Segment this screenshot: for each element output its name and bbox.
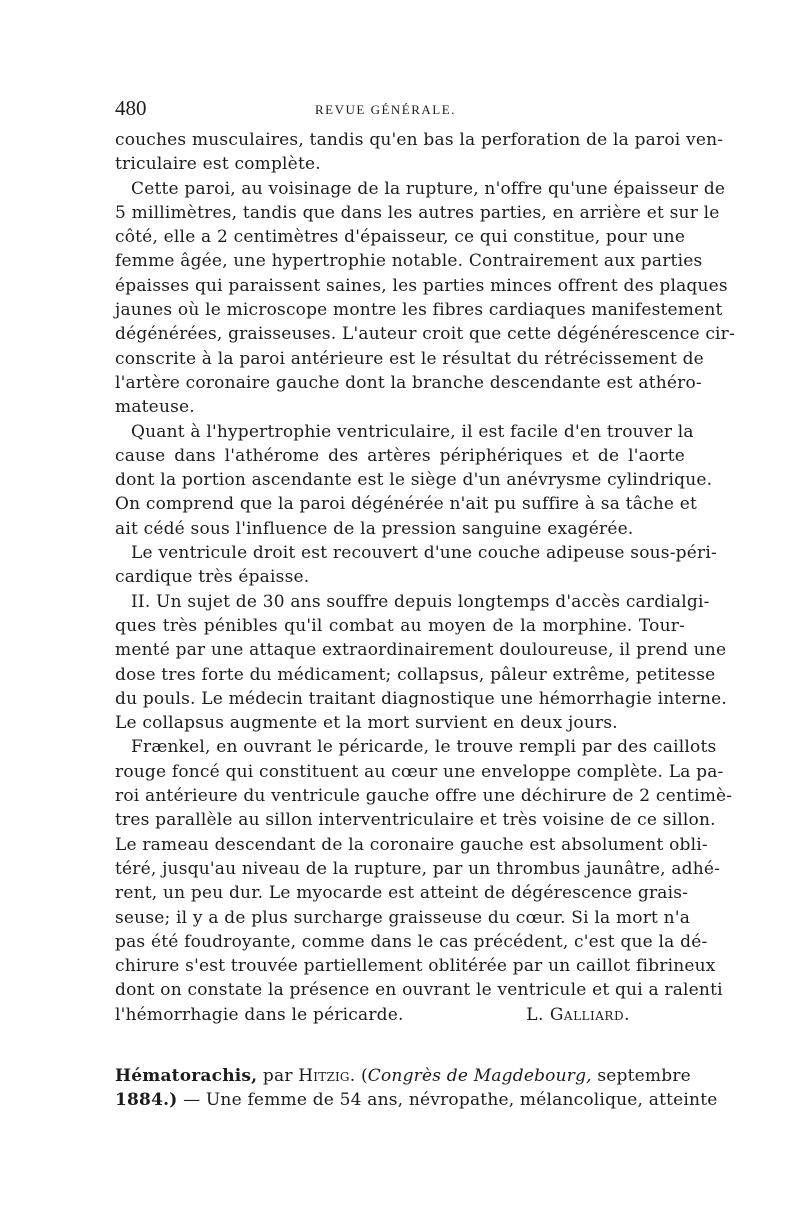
author-signature: L. Galliard. xyxy=(526,1004,630,1025)
article-by: par xyxy=(262,1065,293,1086)
text-line: ques très pénibles qu'il combat au moyen de la morphine. Tour- xyxy=(115,615,685,636)
text-line: pas été foudroyante, comme dans le cas précédent, c'est que la dé- xyxy=(115,931,708,952)
page-number: 480 xyxy=(115,96,147,120)
text-line: II. Un sujet de 30 ans souffre depuis longtemps d'accès cardialgi- xyxy=(131,591,710,612)
text-line: téré, jusqu'au niveau de la rupture, par un thrombus jaunâtre, adhé- xyxy=(115,858,721,879)
text-line: dose tres forte du médicament; collapsus, pâleur extrême, petitesse xyxy=(115,664,716,685)
text-line xyxy=(115,1088,718,1112)
text-line: Le rameau descendant de la coronaire gauche est absolument obli- xyxy=(115,834,708,855)
text-line: couches musculaires, tandis qu'en bas la perforation de la paroi ven- xyxy=(115,130,724,150)
text-line: tres parallèle au sillon interventriculaire et très voisine de ce sillon. xyxy=(115,810,716,831)
text-line: Cette paroi, au voisinage de la rupture, n'offre qu'une épaisseur de xyxy=(131,178,726,199)
text-line: dont on constate la présence en ouvrant le ventricule et qui a ralenti xyxy=(115,980,723,1001)
closing-line xyxy=(115,1003,685,1027)
page-header xyxy=(115,96,685,126)
text-line: dont la portion ascendante est le siège d'un anévrysme cylindrique. xyxy=(115,470,713,491)
text-line: seuse; il y a de plus surcharge graisseuse du cœur. Si la mort n'a xyxy=(115,907,691,928)
article-heading-line xyxy=(115,1064,691,1088)
text-line: épaisses qui paraissent saines, les parties minces offrent des plaques xyxy=(115,275,728,296)
text-line: du pouls. Le médecin traitant diagnostique une hémorrhagie interne. xyxy=(115,688,728,709)
text-line: côté, elle a 2 centimètres d'épaisseur, ce qui constitue, pour une xyxy=(115,227,686,248)
text-line: ait cédé sous l'influence de la pression sanguine exagérée. xyxy=(115,518,634,539)
running-head: REVUE GÉNÉRALE. xyxy=(315,102,456,117)
article-body xyxy=(115,128,735,1113)
text-line: Quant à l'hypertrophie ventriculaire, il est facile d'en trouver la xyxy=(131,421,694,442)
text-line: On comprend que la paroi dégénérée n'ait pu suffire à sa tâche et xyxy=(115,494,698,515)
article-text-line: — Une femme de 54 ans, névropathe, mélancolique, atteinte xyxy=(183,1090,718,1111)
text-line: mateuse. xyxy=(115,397,195,418)
article-date-part2: 1884.) xyxy=(115,1090,178,1111)
text-line: Le ventricule droit est recouvert d'une couche adipeuse sous-péri- xyxy=(131,543,717,564)
text-line: rouge foncé qui constituent au cœur une enveloppe complète. La pa- xyxy=(115,761,724,782)
text-line: femme âgée, une hypertrophie notable. Contrairement aux parties xyxy=(115,251,703,272)
text-line: Le collapsus augmente et la mort survient en deux jours. xyxy=(115,713,618,734)
text-line: menté par une attaque extraordinairement douloureuse, il prend une xyxy=(115,640,727,661)
text-line: jaunes où le microscope montre les fibres cardiaques manifestement xyxy=(115,300,723,321)
text-line: 5 millimètres, tandis que dans les autres parties, en arrière et sur le xyxy=(115,202,720,223)
text-line: roi antérieure du ventricule gauche offre une déchirure de 2 centimè- xyxy=(115,786,733,807)
article-title: Hématorachis, xyxy=(115,1065,258,1086)
text-line: rent, un peu dur. Le myocarde est atteint de dégérescence grais- xyxy=(115,883,689,904)
article-date-part1: septembre xyxy=(597,1065,691,1086)
text-line: dégénérées, graisseuses. L'auteur croit que cette dégénérescence cir- xyxy=(115,324,735,345)
text-line: l'hémorrhagie dans le péricarde. xyxy=(115,1004,404,1025)
text-line: triculaire est complète. xyxy=(115,154,321,175)
text-line: conscrite à la paroi antérieure est le résultat du rétrécissement de xyxy=(115,348,704,369)
text-line: cardique très épaisse. xyxy=(115,567,310,588)
text-line: cause dans l'athérome des artères périphériques et de l'aorte xyxy=(115,445,685,466)
text-line: Frænkel, en ouvrant le péricarde, le trouve rempli par des caillots xyxy=(131,737,717,758)
article-author: Hitzig. xyxy=(298,1065,356,1086)
article-source: Congrès de Magdebourg, xyxy=(367,1065,592,1086)
text-line: chirure s'est trouvée partiellement oblitérée par un caillot fibrineux xyxy=(115,956,716,977)
section-gap xyxy=(115,1027,685,1064)
open-paren: ( xyxy=(360,1065,368,1086)
text-line: l'artère coronaire gauche dont la branche descendante est athéro- xyxy=(115,372,702,393)
